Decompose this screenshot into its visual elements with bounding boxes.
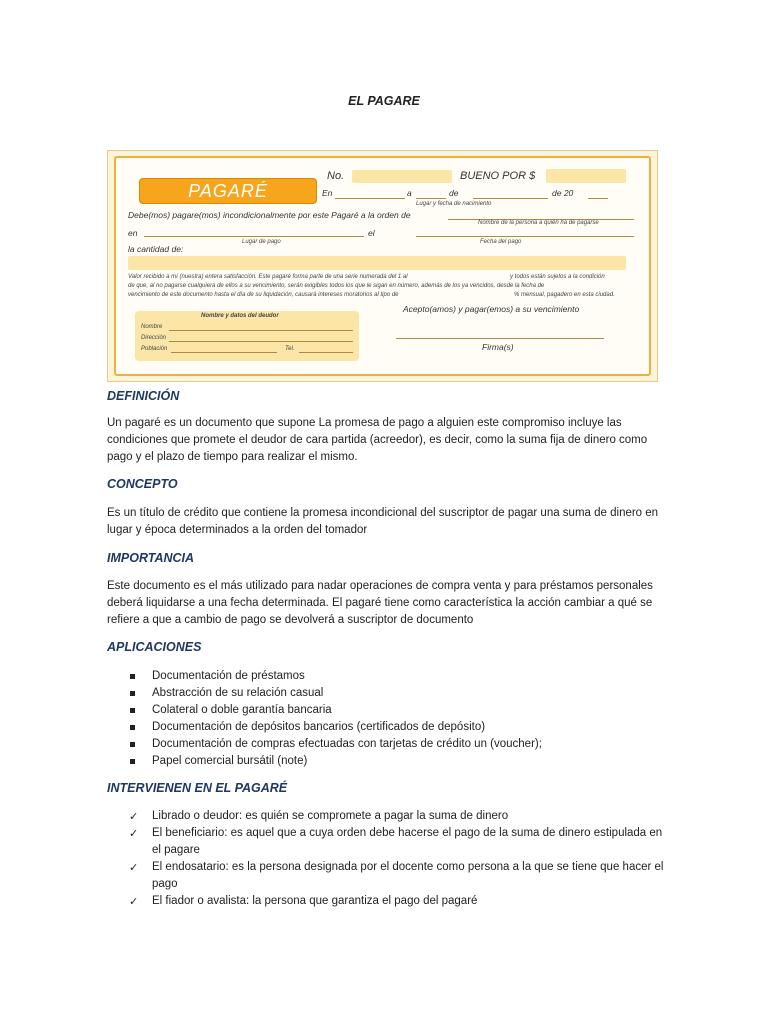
pagare-poblacion-label: Población (141, 346, 168, 352)
list-item: Colateral o doble garantía bancaria (107, 702, 667, 719)
document-title: EL PAGARE (348, 94, 420, 108)
text-line: Este documento es el más utilizado para nadar operaciones de compra venta y para préstamos personales (107, 580, 653, 592)
pagare-debemos-text: Debe(mos) pagare(mos) incondicionalmente por este Pagaré a la orden de (128, 210, 411, 220)
pagare-amount-field (546, 169, 626, 183)
pagare-valor-line-1b: y todos están sujetos a la condición (510, 274, 605, 280)
pagare-fecha-pago-label: Fecha del pago (480, 239, 522, 245)
text-line: Un pagaré es un documento que supone La promesa de pago a alguien este compromiso incluye las (107, 417, 622, 429)
pagare-deudor-box (135, 311, 359, 361)
pagare-cantidad-field (128, 256, 626, 270)
section-heading-concepto: CONCEPTO (107, 477, 178, 491)
text-line: pago y el plazo de tiempo para realizar el mismo. (107, 451, 358, 463)
list-item: ✓ El fiador o avalista: la persona que garantiza el pago del pagaré (129, 895, 478, 908)
pagare-no-label: No. (327, 170, 345, 182)
pagare-nombre-persona-label: Nombre de la persona a quién ha de pagarse (478, 220, 599, 226)
section-heading-aplicaciones: APLICACIONES (107, 640, 202, 654)
section-heading-intervienen: INTERVIENEN EN EL PAGARÉ (107, 781, 288, 795)
square-bullet-icon (130, 725, 135, 730)
list-item: Abstracción de su relación casual (107, 685, 667, 702)
pagare-el-label: el (368, 228, 375, 238)
square-bullet-icon (130, 742, 135, 747)
intervienen-list (107, 808, 667, 910)
section-heading-definicion: DEFINICIÓN (107, 389, 180, 403)
pagare-en2-label: en (128, 228, 138, 238)
text-line: Es un título de crédito que contiene la promesa incondicional del suscriptor de pagar una suma de dinero en (107, 507, 659, 519)
list-item: Documentación de compras efectuadas con tarjetas de crédito un (voucher); (107, 736, 667, 753)
section-body-concepto (107, 505, 663, 539)
pagare-logo: PAGARÉ (139, 178, 317, 204)
section-body-definicion (107, 415, 663, 466)
section-heading-importancia: IMPORTANCIA (107, 551, 195, 565)
pagare-valor-line-3b: % mensual, pagadero en esta ciudad. (514, 292, 615, 298)
checkmark-icon: ✓ (129, 895, 139, 908)
aplicaciones-list (107, 668, 667, 770)
text-line: condiciones que promete el deudor de cara partida (acreedor), es decir, como la suma fija de dinero como (107, 434, 648, 446)
pagare-a-label: a (407, 188, 412, 198)
pagare-valor-line-1: Valor recibido a mí (nuestra) entera satisfacción. Este pagaré forma parte de una serie numerada del 1 al (128, 274, 408, 280)
list-item: ✓ El beneficiario: es aquel que a cuya orden debe hacerse el pago de la suma de dinero estipulada en el pagare (129, 827, 663, 856)
text-line: lugar y época determinados a la orden del tomador (107, 524, 368, 536)
pagare-bueno-por-label: BUENO POR $ (460, 170, 536, 182)
pagare-firma-label: Firma(s) (482, 342, 514, 352)
section-body-importancia (107, 578, 663, 629)
pagare-form-frame (114, 156, 651, 376)
pagare-nombre-label: Nombre (141, 324, 163, 330)
checkmark-icon: ✓ (129, 810, 139, 823)
pagare-tel-label: Tel. (285, 346, 295, 352)
list-item: ✓ Librado o deudor: es quién se compromete a pagar la suma de dinero (129, 810, 509, 823)
pagare-deudor-title: Nombre y datos del deudor (201, 313, 279, 319)
text-line: refiere a que a cambio de pago se devolverá a suscriptor de documento (107, 614, 474, 626)
pagare-de-label: de (449, 188, 459, 198)
square-bullet-icon (130, 691, 135, 696)
pagare-form-image (107, 150, 658, 382)
pagare-valor-line-3: vencimiento de este documento hasta el día de su liquidación, causará intereses moratorios al tipo de (128, 292, 399, 298)
square-bullet-icon (130, 759, 135, 764)
pagare-no-field (352, 170, 452, 183)
list-item: Documentación de depósitos bancarios (certificados de depósito) (107, 719, 667, 736)
checkmark-icon: ✓ (129, 861, 139, 874)
text-line: deberá liquidarse a una fecha determinada. El pagaré tiene como característica la acción cambiar a qué se (107, 597, 653, 609)
square-bullet-icon (130, 674, 135, 679)
list-item: Documentación de préstamos (107, 668, 667, 685)
list-item: Papel comercial bursátil (note) (107, 753, 667, 770)
pagare-direccion-label: Dirección (141, 335, 167, 341)
square-bullet-icon (130, 708, 135, 713)
pagare-lugar-fecha-label: Lugar y fecha de nacimiento (416, 201, 492, 207)
pagare-cantidad-label: la cantidad de: (128, 244, 184, 254)
pagare-lugar-pago-label: Lugar de pago (242, 239, 281, 245)
pagare-en-label: En (322, 188, 333, 198)
checkmark-icon: ✓ (129, 827, 139, 840)
pagare-de20-label: de 20 (552, 188, 574, 198)
list-item: ✓ El endosatario: es la persona designada por el docente como persona a la que se tiene que hacer el pago (129, 861, 664, 890)
pagare-valor-line-2: de que, al no pagarse cualquiera de ellos a su vencimiento, serán exigibles todos los que le sigan en número, además de los ya vencidos, desde la fecha de (128, 283, 545, 289)
pagare-acepto-text: Acepto(amos) y pagar(emos) a su vencimiento (403, 304, 580, 314)
